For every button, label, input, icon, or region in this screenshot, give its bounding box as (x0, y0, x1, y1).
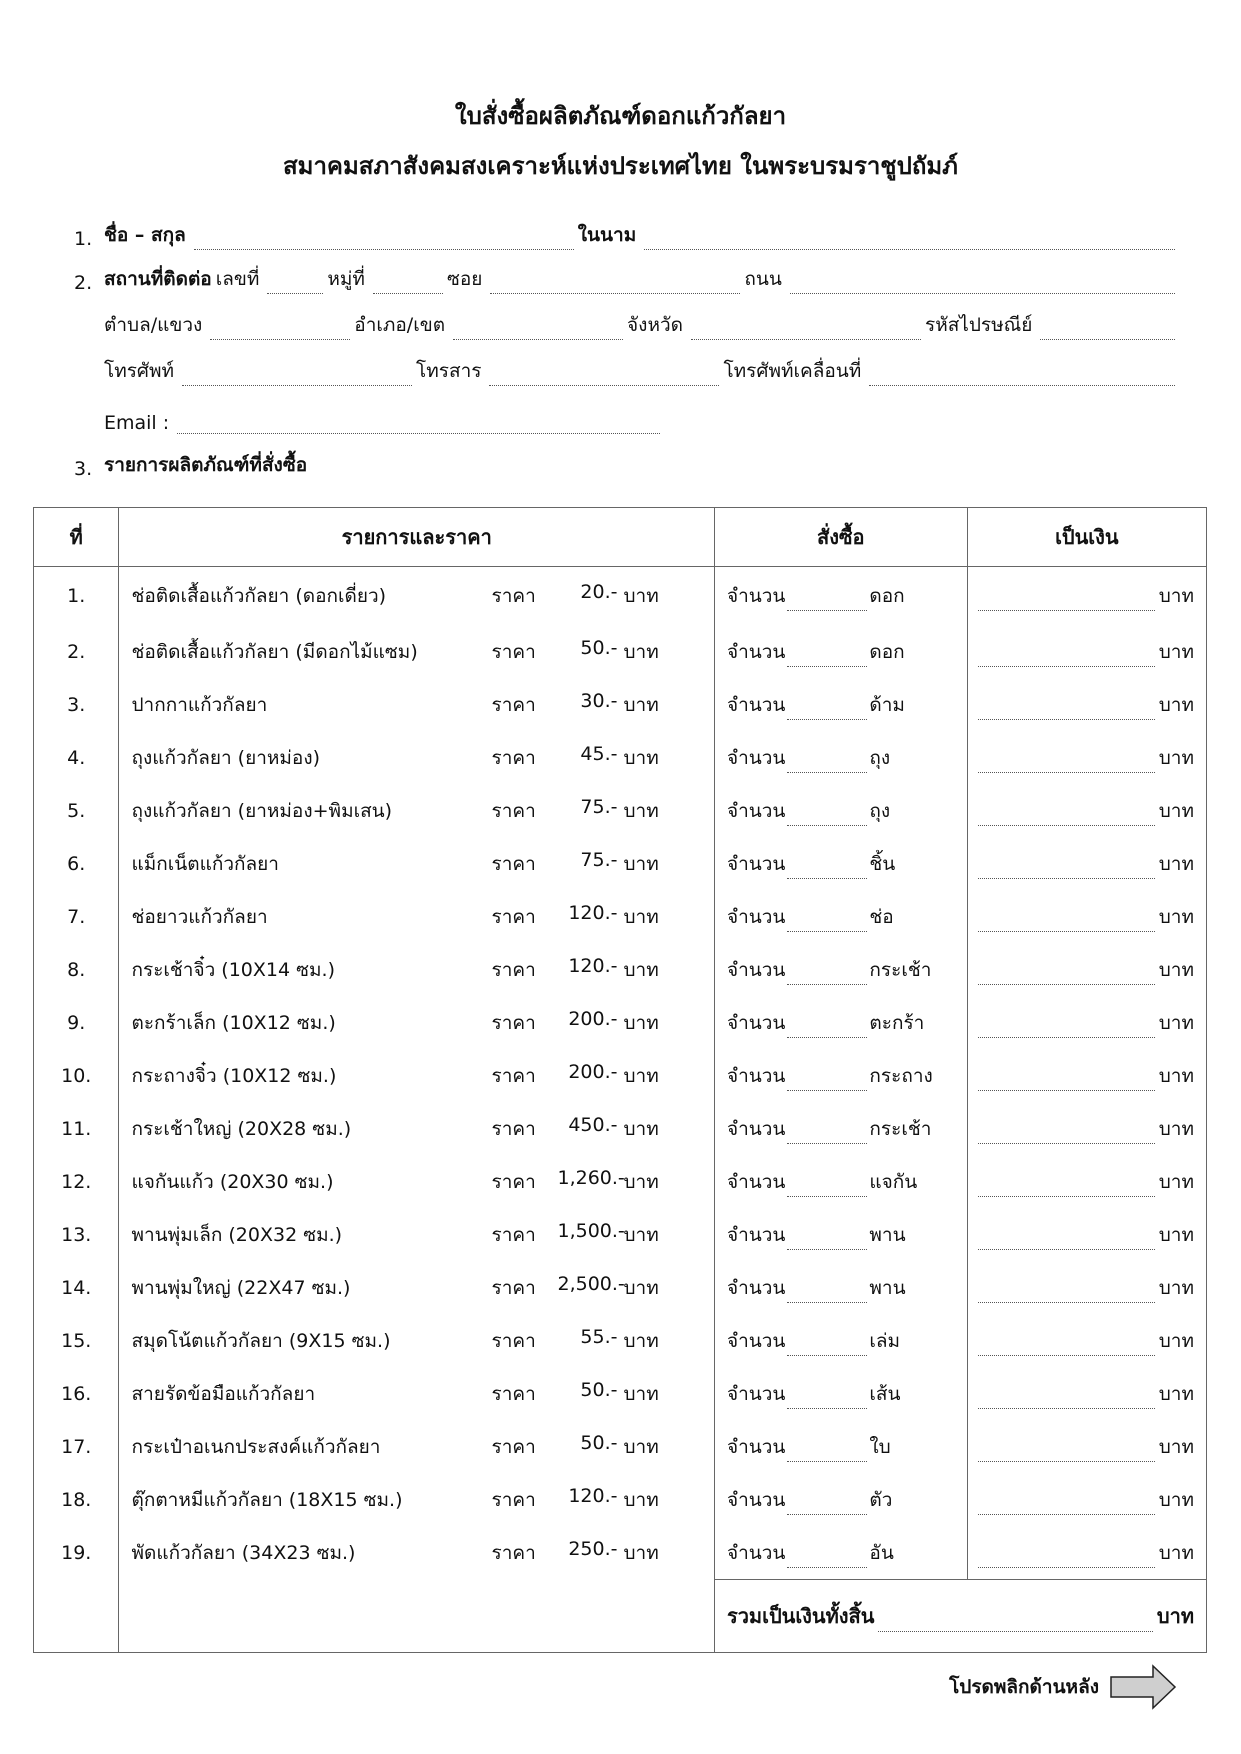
qty-label: จำนวน (726, 585, 786, 607)
table-row (34, 1155, 1207, 1208)
item-name: กระถางจิ๋ว (10X12 ซม.) (131, 1064, 337, 1087)
amount-field[interactable] (978, 964, 1155, 985)
row-number: 14. (34, 1261, 119, 1314)
qty-field[interactable] (787, 699, 867, 720)
amount-field[interactable] (978, 1017, 1155, 1038)
qty-unit: ชิ้น (869, 852, 896, 875)
qty-label: จำนวน (726, 1117, 786, 1140)
price-label: ราคา (491, 1329, 536, 1352)
row-number: 11. (34, 1102, 119, 1155)
amount-field[interactable] (978, 1441, 1155, 1462)
name-field[interactable] (194, 227, 574, 250)
row-number: 18. (34, 1473, 119, 1526)
col-order-header: สั่งซื้อ (714, 508, 967, 567)
col-amount-header: เป็นเงิน (967, 508, 1206, 567)
subdistrict-field[interactable] (210, 317, 350, 340)
price-label: ราคา (491, 1117, 536, 1140)
amount-baht-label: บาท (1158, 585, 1194, 607)
qty-label: จำนวน (726, 1435, 786, 1458)
qty-unit: ด้าม (869, 693, 905, 716)
item-price: 200.- (568, 1007, 618, 1030)
amount-field[interactable] (978, 1123, 1155, 1144)
amount-baht-label: บาท (1158, 1382, 1194, 1405)
qty-unit: ช่อ (869, 905, 894, 928)
amount-baht-label: บาท (1158, 1223, 1194, 1246)
postcode-field[interactable] (1040, 317, 1175, 340)
items-heading: รายการผลิตภัณฑ์ที่สั่งซื้อ (104, 454, 308, 476)
form-title: ใบสั่งซื้อผลิตภัณฑ์ดอกแก้วกัลยา (454, 102, 787, 130)
qty-unit: ดอก (869, 640, 905, 663)
table-row (34, 678, 1207, 731)
item-price: 20.- (580, 581, 618, 603)
qty-field[interactable] (787, 1123, 867, 1144)
baht-label: บาท (623, 746, 659, 769)
amount-field[interactable] (978, 1229, 1155, 1250)
price-label: ราคา (491, 1011, 536, 1034)
price-label: ราคา (491, 852, 536, 875)
house-no-field[interactable] (267, 271, 323, 294)
row-number: 5. (34, 784, 119, 837)
amount-baht-label: บาท (1158, 799, 1194, 822)
qty-field[interactable] (787, 1547, 867, 1568)
table-header-row (34, 508, 1207, 567)
amount-baht-label: บาท (1158, 746, 1194, 769)
item-price: 50.- (580, 1431, 618, 1454)
table-row (34, 784, 1207, 837)
amount-field[interactable] (978, 646, 1155, 667)
row-number: 7. (34, 890, 119, 943)
item-name: ตะกร้าเล็ก (10X12 ซม.) (131, 1011, 336, 1034)
amount-baht-label: บาท (1158, 852, 1194, 875)
qty-unit: กระถาง (869, 1064, 933, 1087)
row-number: 1. (34, 567, 119, 626)
qty-unit: กระเช้า (869, 958, 932, 981)
row-number: 10. (34, 1049, 119, 1102)
qty-unit: กระเช้า (869, 1117, 932, 1140)
price-label: ราคา (491, 1170, 536, 1193)
amount-baht-label: บาท (1158, 1064, 1194, 1087)
price-label: ราคา (491, 640, 536, 663)
qty-field[interactable] (787, 1017, 867, 1038)
item-price: 45.- (580, 742, 618, 765)
item-price: 120.- (568, 901, 618, 924)
price-label: ราคา (491, 1541, 536, 1564)
qty-field[interactable] (787, 805, 867, 826)
amount-field[interactable] (978, 1282, 1155, 1303)
qty-field[interactable] (787, 964, 867, 985)
item-price: 1,500.- (557, 1219, 625, 1242)
row-number: 9. (34, 996, 119, 1049)
qty-unit: เส้น (869, 1382, 901, 1405)
qty-label: จำนวน (726, 1170, 786, 1193)
amount-baht-label: บาท (1158, 1170, 1194, 1193)
qty-field[interactable] (787, 1282, 867, 1303)
row-number: 13. (34, 1208, 119, 1261)
item-name: พานพุ่มใหญ่ (22X47 ซม.) (131, 1276, 351, 1299)
phone-field[interactable] (182, 363, 412, 386)
qty-field[interactable] (787, 1070, 867, 1091)
item-name: สมุดโน้ตแก้วกัลยา (9X15 ซม.) (131, 1329, 391, 1352)
qty-unit: พาน (869, 1223, 906, 1246)
baht-label: บาท (623, 1435, 659, 1458)
qty-label: จำนวน (726, 693, 786, 716)
qty-unit: อัน (869, 1541, 894, 1564)
item-price: 50.- (580, 636, 618, 659)
item-price: 2,500.- (557, 1272, 625, 1295)
price-label: ราคา (491, 585, 536, 607)
district-field[interactable] (453, 317, 623, 340)
baht-label: บาท (623, 1223, 659, 1246)
moo-field[interactable] (373, 271, 443, 294)
email-row: Email : (104, 404, 664, 434)
price-label: ราคา (491, 958, 536, 981)
qty-label: จำนวน (726, 799, 786, 822)
table-row (34, 890, 1207, 943)
item-name: ถุงแก้วกัลยา (ยาหม่อง+พิมเสน) (131, 799, 393, 822)
item-name: พานพุ่มเล็ก (20X32 ซม.) (131, 1223, 343, 1246)
qty-label: จำนวน (726, 1011, 786, 1034)
table-row (34, 731, 1207, 784)
item-name: ช่อติดเสื้อแก้วกัลยา (ดอกเดี่ยว) (131, 585, 387, 607)
price-label: ราคา (491, 1488, 536, 1511)
row-number: 8. (34, 943, 119, 996)
email-field[interactable] (177, 411, 660, 434)
qty-unit: เล่ม (869, 1329, 901, 1352)
total-baht-label: บาท (1156, 1604, 1194, 1628)
baht-label: บาท (623, 1064, 659, 1087)
item-name: กระเช้าจิ๋ว (10X14 ซม.) (131, 958, 335, 981)
order-table (33, 507, 1207, 1653)
qty-field[interactable] (787, 1388, 867, 1409)
location-row: ตำบล/แขวง อำเภอ/เขต จังหวัด รหัสไปรษณีย์ (104, 310, 1179, 340)
price-label: ราคา (491, 799, 536, 822)
price-label: ราคา (491, 1382, 536, 1405)
baht-label: บาท (623, 693, 659, 716)
amount-field[interactable] (978, 1494, 1155, 1515)
amount-baht-label: บาท (1158, 905, 1194, 928)
row-number: 16. (34, 1367, 119, 1420)
item-name: ช่อติดเสื้อแก้วกัลยา (มีดอกไม้แซม) (131, 640, 418, 663)
item-name: ช่อยาวแก้วกัลยา (131, 905, 268, 928)
baht-label: บาท (623, 1011, 659, 1034)
item-name: ถุงแก้วกัลยา (ยาหม่อง) (131, 746, 321, 769)
table-row (34, 1049, 1207, 1102)
price-label: ราคา (491, 746, 536, 769)
table-row (34, 625, 1207, 678)
item-name: แม็กเน็ตแก้วกัลยา (131, 852, 279, 875)
item-price: 30.- (580, 689, 618, 712)
baht-label: บาท (623, 1488, 659, 1511)
qty-label: จำนวน (726, 905, 786, 928)
amount-field[interactable] (978, 911, 1155, 932)
qty-unit: ใบ (869, 1435, 891, 1458)
soi-field[interactable] (490, 271, 740, 294)
footer-note (949, 1664, 1177, 1710)
amount-baht-label: บาท (1158, 640, 1194, 663)
baht-label: บาท (623, 1541, 659, 1564)
qty-field[interactable] (787, 752, 867, 773)
qty-field[interactable] (787, 1441, 867, 1462)
qty-field[interactable] (787, 858, 867, 879)
qty-unit: พาน (869, 1276, 906, 1299)
qty-field[interactable] (787, 1335, 867, 1356)
item-price: 50.- (580, 1378, 618, 1401)
name-label: ชื่อ – สกุล (104, 224, 186, 246)
arrow-right-icon (1109, 1664, 1177, 1710)
fax-field[interactable] (489, 363, 719, 386)
row-number: 15. (34, 1314, 119, 1367)
mobile-field[interactable] (869, 363, 1175, 386)
item-name: พัดแก้วกัลยา (34X23 ซม.) (131, 1541, 356, 1564)
item-price: 120.- (568, 954, 618, 977)
table-row (34, 567, 1207, 626)
qty-unit: ตัว (869, 1488, 893, 1511)
price-label: ราคา (491, 1276, 536, 1299)
amount-baht-label: บาท (1158, 693, 1194, 716)
amount-field[interactable] (978, 590, 1155, 611)
item-name: ตุ๊กตาหมีแก้วกัลยา (18X15 ซม.) (131, 1488, 403, 1511)
table-row (34, 1473, 1207, 1526)
item-name: สายรัดข้อมือแก้วกัลยา (131, 1382, 316, 1405)
organization-name: สมาคมสภาสังคมสงเคราะห์แห่งประเทศไทย ในพระบรมราชูปถัมภ์ (282, 152, 959, 180)
items-heading-row: 3. รายการผลิตภัณฑ์ที่สั่งซื้อ (74, 450, 1179, 480)
row-number: 17. (34, 1420, 119, 1473)
row-number: 12. (34, 1155, 119, 1208)
on-behalf-field[interactable] (644, 227, 1175, 250)
amount-baht-label: บาท (1158, 1276, 1194, 1299)
amount-baht-label: บาท (1158, 1011, 1194, 1034)
table-row (34, 1314, 1207, 1367)
qty-field[interactable] (787, 1494, 867, 1515)
qty-unit: ถุง (869, 799, 891, 822)
amount-baht-label: บาท (1158, 1329, 1194, 1352)
contact-row: โทรศัพท์ โทรสาร โทรศัพท์เคลื่อนที่ (104, 356, 1179, 386)
table-row (34, 1526, 1207, 1580)
amount-baht-label: บาท (1158, 1488, 1194, 1511)
baht-label: บาท (623, 905, 659, 928)
table-row (34, 1102, 1207, 1155)
qty-field[interactable] (787, 911, 867, 932)
row-number: 4. (34, 731, 119, 784)
row-number: 19. (34, 1526, 119, 1580)
amount-field[interactable] (978, 752, 1155, 773)
price-label: ราคา (491, 1223, 536, 1246)
total-field[interactable] (878, 1609, 1152, 1632)
table-row (34, 837, 1207, 890)
qty-unit: ตะกร้า (869, 1011, 925, 1034)
item-price: 75.- (580, 848, 618, 871)
baht-label: บาท (623, 852, 659, 875)
price-label: ราคา (491, 1435, 536, 1458)
qty-label: จำนวน (726, 746, 786, 769)
col-item-header: รายการและราคา (119, 508, 714, 567)
amount-field[interactable] (978, 805, 1155, 826)
qty-unit: แจกัน (869, 1170, 918, 1193)
address-label: สถานที่ติดต่อ (104, 268, 212, 290)
qty-label: จำนวน (726, 1488, 786, 1511)
amount-baht-label: บาท (1158, 958, 1194, 981)
qty-field[interactable] (787, 1176, 867, 1197)
amount-field[interactable] (978, 1335, 1155, 1356)
qty-unit: ถุง (869, 746, 891, 769)
name-row: 1. ชื่อ – สกุล ในนาม (74, 220, 1179, 250)
item-price: 55.- (580, 1325, 618, 1348)
baht-label: บาท (623, 1117, 659, 1140)
item-name: แจกันแก้ว (20X30 ซม.) (131, 1170, 334, 1193)
baht-label: บาท (623, 1329, 659, 1352)
amount-baht-label: บาท (1158, 1117, 1194, 1140)
qty-label: จำนวน (726, 852, 786, 875)
item-name: ปากกาแก้วกัลยา (131, 693, 268, 716)
price-label: ราคา (491, 693, 536, 716)
amount-baht-label: บาท (1158, 1541, 1194, 1564)
qty-label: จำนวน (726, 958, 786, 981)
item-price: 1,260.- (557, 1166, 625, 1189)
on-behalf-label: ในนาม (577, 224, 637, 246)
qty-unit: ดอก (869, 585, 905, 607)
row-number: 6. (34, 837, 119, 890)
price-label: ราคา (491, 905, 536, 928)
qty-label: จำนวน (726, 1064, 786, 1087)
item-price: 120.- (568, 1484, 618, 1507)
amount-field[interactable] (978, 1547, 1155, 1568)
qty-field[interactable] (787, 590, 867, 611)
price-label: ราคา (491, 1064, 536, 1087)
baht-label: บาท (623, 799, 659, 822)
table-row (34, 996, 1207, 1049)
item-name: กระเป๋าอเนกประสงค์แก้วกัลยา (131, 1435, 381, 1458)
amount-field[interactable] (978, 1176, 1155, 1197)
amount-field[interactable] (978, 1388, 1155, 1409)
item-price: 75.- (580, 795, 618, 818)
baht-label: บาท (623, 958, 659, 981)
baht-label: บาท (623, 585, 659, 607)
address-row: 2. สถานที่ติดต่อ เลขที่ หมู่ที่ ซอย ถนน (74, 264, 1179, 294)
table-row (34, 1367, 1207, 1420)
col-no-header: ที่ (34, 508, 119, 567)
province-field[interactable] (691, 317, 921, 340)
total-row (34, 1580, 1207, 1653)
total-label: รวมเป็นเงินทั้งสิ้น (726, 1604, 875, 1628)
qty-label: จำนวน (726, 1329, 786, 1352)
qty-label: จำนวน (726, 1382, 786, 1405)
qty-label: จำนวน (726, 1276, 786, 1299)
table-row (34, 943, 1207, 996)
baht-label: บาท (623, 1382, 659, 1405)
amount-baht-label: บาท (1158, 1435, 1194, 1458)
baht-label: บาท (623, 1170, 659, 1193)
road-field[interactable] (790, 271, 1175, 294)
row-number: 3. (34, 678, 119, 731)
baht-label: บาท (623, 1276, 659, 1299)
qty-label: จำนวน (726, 1223, 786, 1246)
baht-label: บาท (623, 640, 659, 663)
turn-over-text: โปรดพลิกด้านหลัง (949, 1676, 1099, 1698)
qty-label: จำนวน (726, 640, 786, 663)
table-row (34, 1261, 1207, 1314)
item-price: 450.- (568, 1113, 618, 1136)
row-number: 2. (34, 625, 119, 678)
item-price: 200.- (568, 1060, 618, 1083)
item-price: 250.- (568, 1537, 618, 1560)
table-row (34, 1420, 1207, 1473)
amount-field[interactable] (978, 699, 1155, 720)
qty-field[interactable] (787, 1229, 867, 1250)
qty-field[interactable] (787, 646, 867, 667)
qty-label: จำนวน (726, 1541, 786, 1564)
item-name: กระเช้าใหญ่ (20X28 ซม.) (131, 1117, 352, 1140)
amount-field[interactable] (978, 1070, 1155, 1091)
table-row (34, 1208, 1207, 1261)
amount-field[interactable] (978, 858, 1155, 879)
